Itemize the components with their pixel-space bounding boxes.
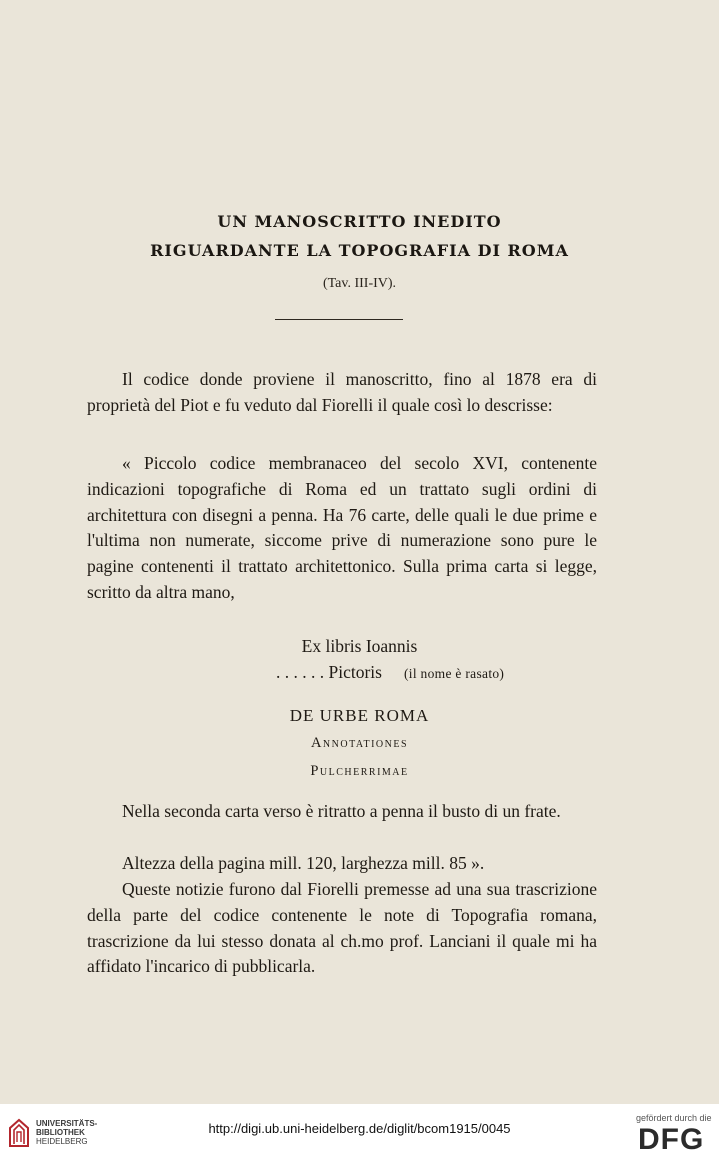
pictoris-text: . . . . . . Pictoris — [276, 662, 382, 682]
paragraph-3: Nella seconda carta verso è ritratto a penna il busto di un frate. — [122, 801, 561, 821]
title-divider — [275, 319, 403, 320]
library-line-3: HEIDELBERG — [36, 1137, 88, 1146]
paragraph-1: Il codice donde proviene il manoscritto, fino al 1878 era di proprietà del Piot e fu veduto dal Fiorelli il quale così lo descrisse: — [87, 369, 597, 415]
dfg-logo: DFG — [638, 1123, 705, 1156]
title-line-2: RIGUARDANTE LA TOPOGRAFIA DI ROMA — [150, 241, 569, 260]
permalink-url[interactable]: http://digi.ub.uni-heidelberg.de/diglit/bcom1915/0045 — [208, 1121, 511, 1136]
inscription-annotationes: Annotationes — [310, 735, 409, 751]
funded-by-label: gefördert durch die — [636, 1113, 712, 1123]
inscription-pictoris — [276, 662, 576, 683]
title-line-1: UN MANOSCRITTO INEDITO — [217, 212, 502, 231]
inscription-ex-libris: Ex libris Ioannis — [301, 636, 418, 656]
library-line-1: UNIVERSITÄTS- — [36, 1119, 98, 1128]
inscription-de-urbe: DE URBE ROMA — [289, 706, 430, 725]
plates-reference: (Tav. III-IV). — [322, 276, 397, 291]
paragraph-4: Altezza della pagina mill. 120, larghezza mill. 85 ». — [122, 853, 485, 873]
paragraph-5: Queste notizie furono dal Fiorelli premesse ad una sua trascrizione della parte del codice contenente le note di Topografia romana, trascrizione da lui stesso donata al ch.mo prof. Lanciani il quale mi ha affidato l'incarico di pubblicarla. — [87, 879, 597, 977]
library-line-2: BIBLIOTHEK — [36, 1128, 85, 1137]
paragraph-2: « Piccolo codice membranaceo del secolo XVI, contenente indicazioni topografiche di Roma ed un trattato sugli ordini di architettura con disegni a penna. Ha 76 carte, delle quali le due prime e l'ultima non numerate, siccome prive di numerazione sono pure le pagine contenenti il trattato architettonico. Sulla prima carta si legge, scritto da altra mano, — [87, 453, 597, 602]
inscription-pulcherrimae: Pulcherrimae — [310, 763, 409, 779]
erased-name-note: (il nome è rasato) — [403, 666, 505, 681]
